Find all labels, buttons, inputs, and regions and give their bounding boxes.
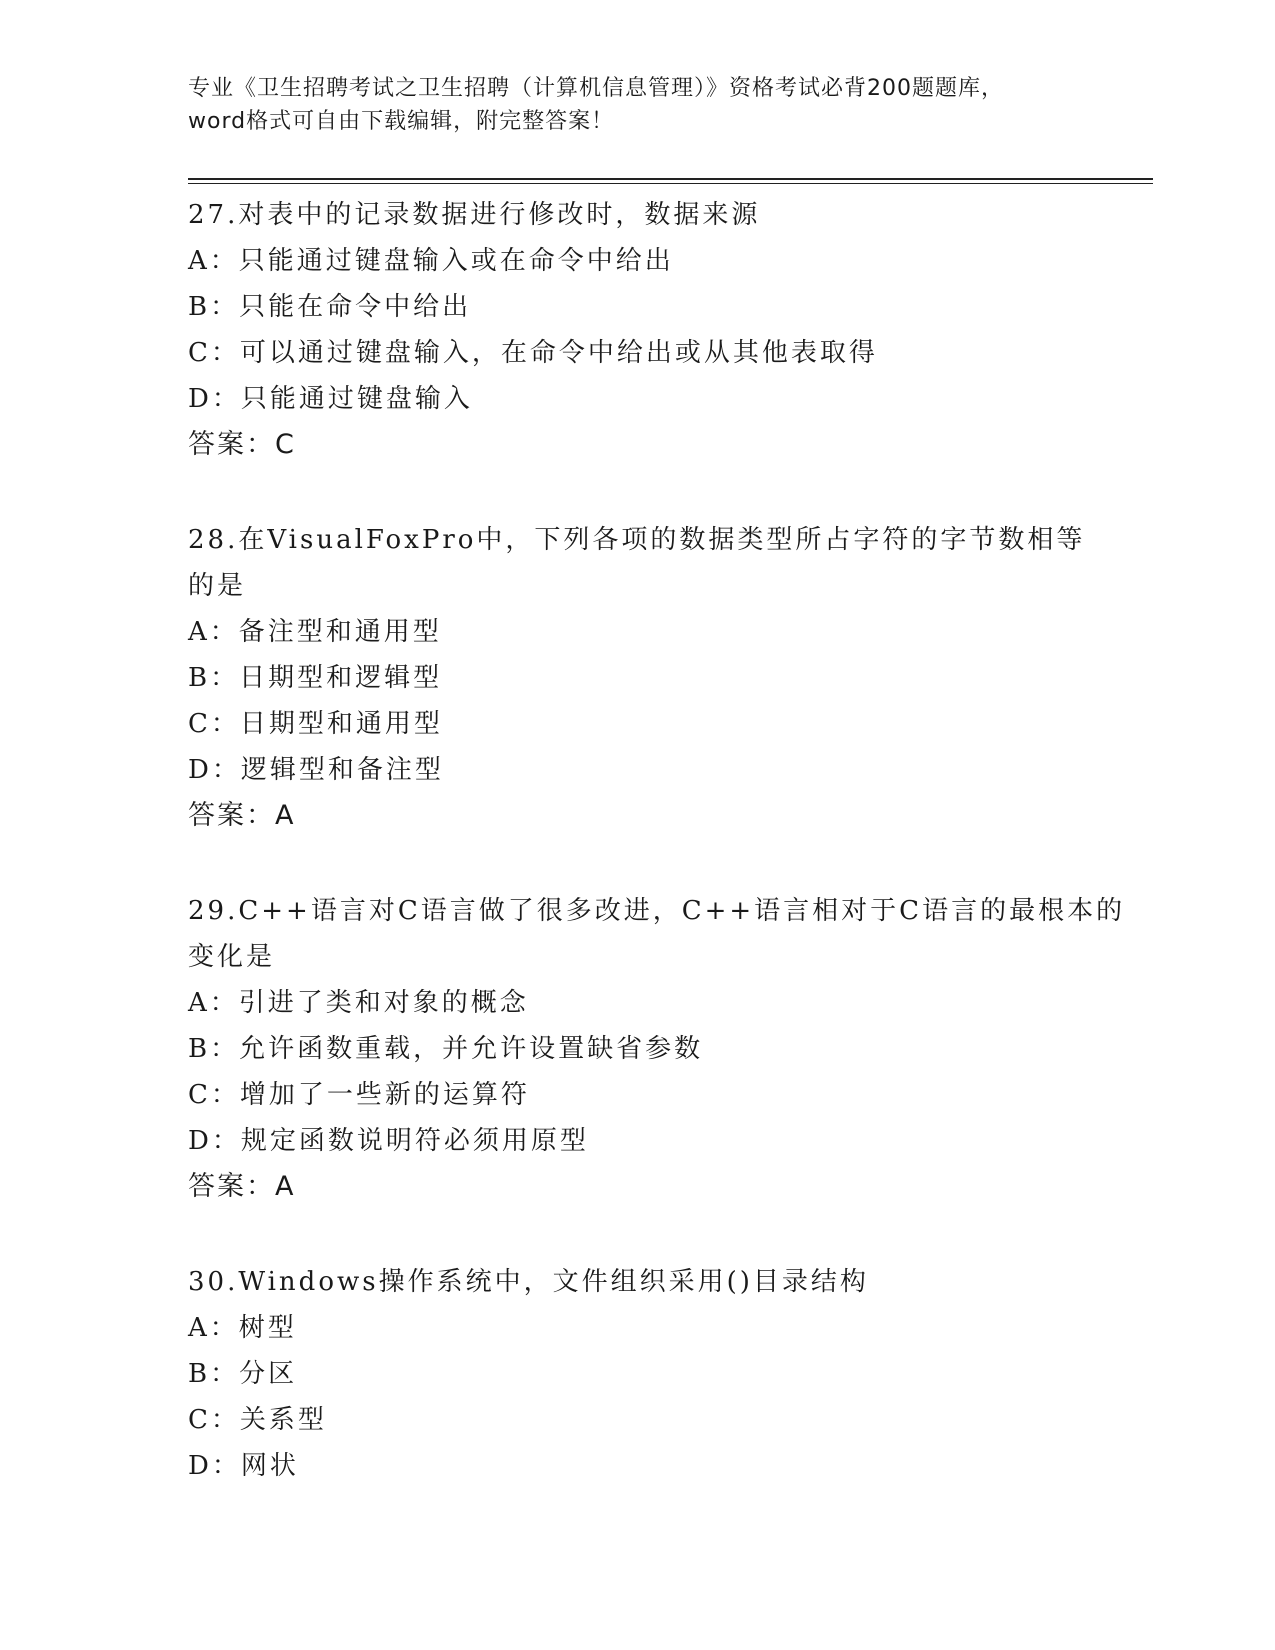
option-b: B：只能在命令中给出 [188, 292, 472, 322]
question-stem: 30.Windows操作系统中，文件组织采用()目录结构 [188, 1267, 869, 1297]
header-line-2: word格式可自由下载编辑，附完整答案！ [188, 109, 615, 134]
option-b: B：允许函数重载，并允许设置缺省参数 [188, 1034, 704, 1064]
option-b: B：分区 [188, 1359, 298, 1389]
answer-line: 答案：C [188, 429, 296, 460]
option-c: C：日期型和通用型 [188, 709, 443, 739]
question-27 [188, 192, 1088, 468]
question-stem-continued: 的是 [188, 571, 247, 601]
option-c: C：关系型 [188, 1405, 327, 1435]
question-28 [188, 517, 1088, 839]
option-a: A：只能通过键盘输入或在命令中给出 [188, 246, 674, 276]
option-a: A：引进了类和对象的概念 [188, 988, 529, 1018]
question-stem: 27.对表中的记录数据进行修改时，数据来源 [188, 200, 761, 230]
answer-line: 答案：A [188, 1171, 296, 1202]
question-stem-continued: 变化是 [188, 942, 276, 972]
option-d: D：逻辑型和备注型 [188, 755, 444, 785]
header-rule-thin [188, 183, 1153, 184]
option-d: D：只能通过键盘输入 [188, 384, 473, 414]
option-c: C：增加了一些新的运算符 [188, 1080, 530, 1110]
question-stem: 28.在VisualFoxPro中，下列各项的数据类型所占字符的字节数相等 [188, 525, 1086, 555]
document-header [188, 72, 1088, 138]
question-stem: 29.C++语言对C语言做了很多改进，C++语言相对于C语言的最根本的 [188, 896, 1126, 926]
option-c: C：可以通过键盘输入，在命令中给出或从其他表取得 [188, 338, 878, 368]
question-29 [188, 888, 1126, 1210]
header-rule-thick [188, 178, 1153, 180]
answer-line: 答案：A [188, 800, 296, 831]
option-b: B：日期型和逻辑型 [188, 663, 443, 693]
question-list [188, 192, 1126, 1538]
option-a: A：备注型和通用型 [188, 617, 442, 647]
question-30 [188, 1259, 1088, 1489]
option-d: D：网状 [188, 1451, 299, 1481]
header-line-1: 专业《卫生招聘考试之卫生招聘（计算机信息管理）》资格考试必背200题题库， [188, 76, 1004, 101]
option-d: D：规定函数说明符必须用原型 [188, 1126, 589, 1156]
option-a: A：树型 [188, 1313, 297, 1343]
